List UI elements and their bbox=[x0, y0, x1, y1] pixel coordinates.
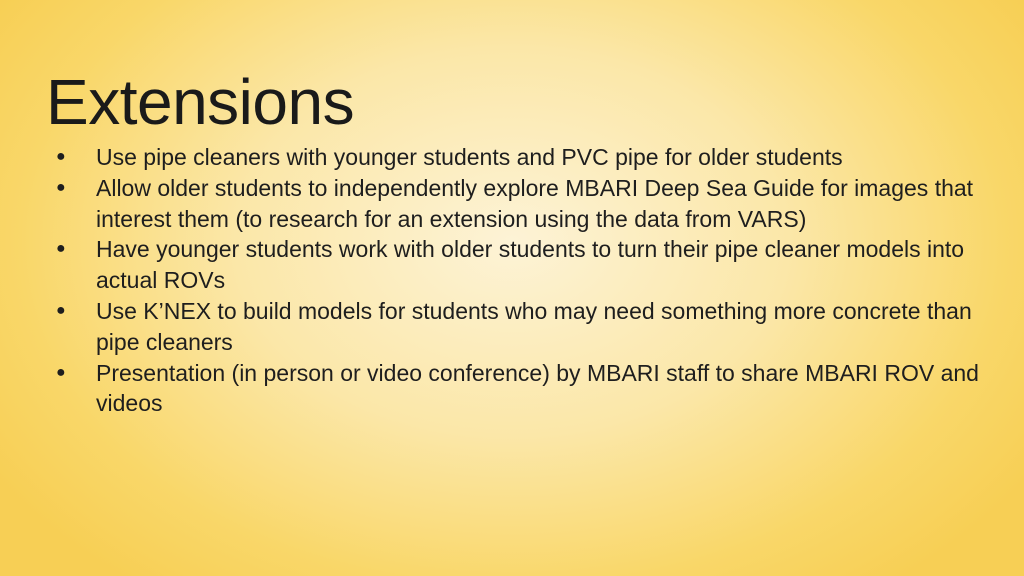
bullet-text: Use K’NEX to build models for students who may need something more concrete than pipe cleaners bbox=[96, 297, 972, 355]
list-item bbox=[52, 142, 982, 173]
bullet-list bbox=[52, 142, 982, 419]
bullet-icon: ● bbox=[56, 178, 66, 196]
bullet-icon: ● bbox=[56, 240, 66, 258]
list-item bbox=[52, 358, 982, 420]
list-item bbox=[52, 173, 982, 235]
bullet-text: Have younger students work with older students to turn their pipe cleaner models into actual ROVs bbox=[96, 236, 965, 294]
bullet-text: Allow older students to independently explore MBARI Deep Sea Guide for images that interest them (to research for an extension using the data from VARS) bbox=[96, 174, 974, 232]
bullet-text: Use pipe cleaners with younger students and PVC pipe for older students bbox=[96, 144, 843, 170]
list-item bbox=[52, 234, 982, 296]
slide-title: Extensions bbox=[46, 66, 355, 138]
list-item bbox=[52, 296, 982, 358]
bullet-text: Presentation (in person or video conference) by MBARI staff to share MBARI ROV and videos bbox=[96, 359, 979, 417]
bullet-icon: ● bbox=[56, 363, 66, 381]
bullet-icon: ● bbox=[56, 301, 66, 319]
bullet-icon: ● bbox=[56, 148, 66, 165]
